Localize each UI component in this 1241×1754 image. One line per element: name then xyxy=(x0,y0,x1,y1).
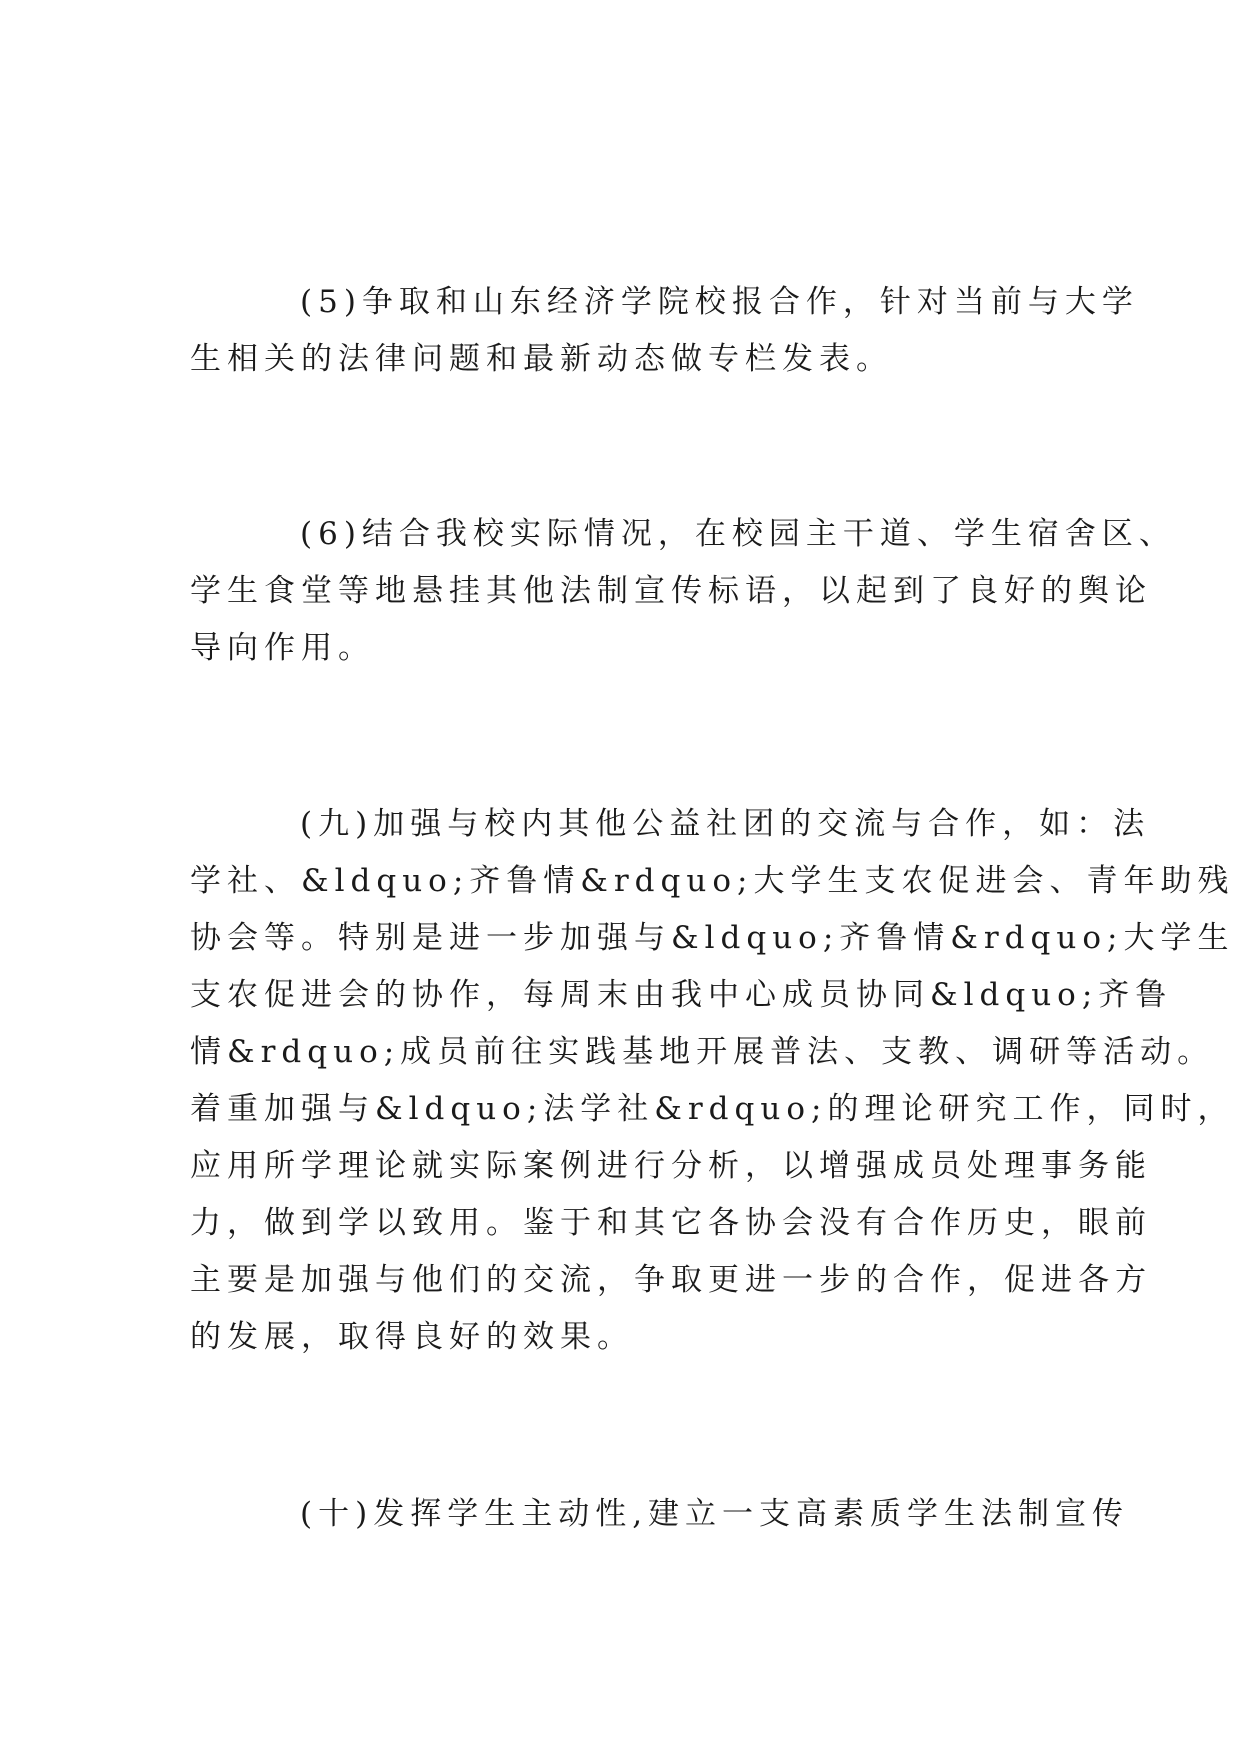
paragraph-3-line-2: 学社、&ldquo;齐鲁情&rdquo;大学生支农促进会、青年助残 xyxy=(190,863,1235,899)
paragraph-1-line-1: (5)争取和山东经济学院校报合作，针对当前与大学 xyxy=(300,284,1139,320)
paragraph-3-line-1: (九)加强与校内其他公益社团的交流与合作，如：法 xyxy=(300,806,1151,842)
paragraph-3-line-6: 着重加强与&ldquo;法学社&rdquo;的理论研究工作，同时， xyxy=(190,1091,1235,1127)
paragraph-3-line-7: 应用所学理论就实际案例进行分析，以增强成员处理事务能 xyxy=(190,1148,1152,1184)
paragraph-3-line-9: 主要是加强与他们的交流，争取更进一步的合作，促进各方 xyxy=(190,1262,1152,1298)
paragraph-3-line-3: 协会等。特别是进一步加强与&ldquo;齐鲁情&rdquo;大学生 xyxy=(190,920,1235,956)
paragraph-3-line-10: 的发展，取得良好的效果。 xyxy=(190,1319,634,1355)
paragraph-3-line-4: 支农促进会的协作，每周末由我中心成员协同&ldquo;齐鲁 xyxy=(190,977,1173,1013)
paragraph-2-line-3: 导向作用。 xyxy=(190,630,375,666)
paragraph-2-line-1: (6)结合我校实际情况，在校园主干道、学生宿舍区、 xyxy=(300,516,1176,552)
paragraph-3-line-8: 力，做到学以致用。鉴于和其它各协会没有合作历史，眼前 xyxy=(190,1205,1152,1241)
paragraph-1-line-2: 生相关的法律问题和最新动态做专栏发表。 xyxy=(190,341,893,377)
paragraph-4-line-1: (十)发挥学生主动性,建立一支高素质学生法制宣传 xyxy=(300,1496,1130,1532)
paragraph-3-line-5: 情&rdquo;成员前往实践基地开展普法、支教、调研等活动。 xyxy=(190,1034,1215,1070)
paragraph-2-line-2: 学生食堂等地悬挂其他法制宣传标语，以起到了良好的舆论 xyxy=(190,573,1152,609)
